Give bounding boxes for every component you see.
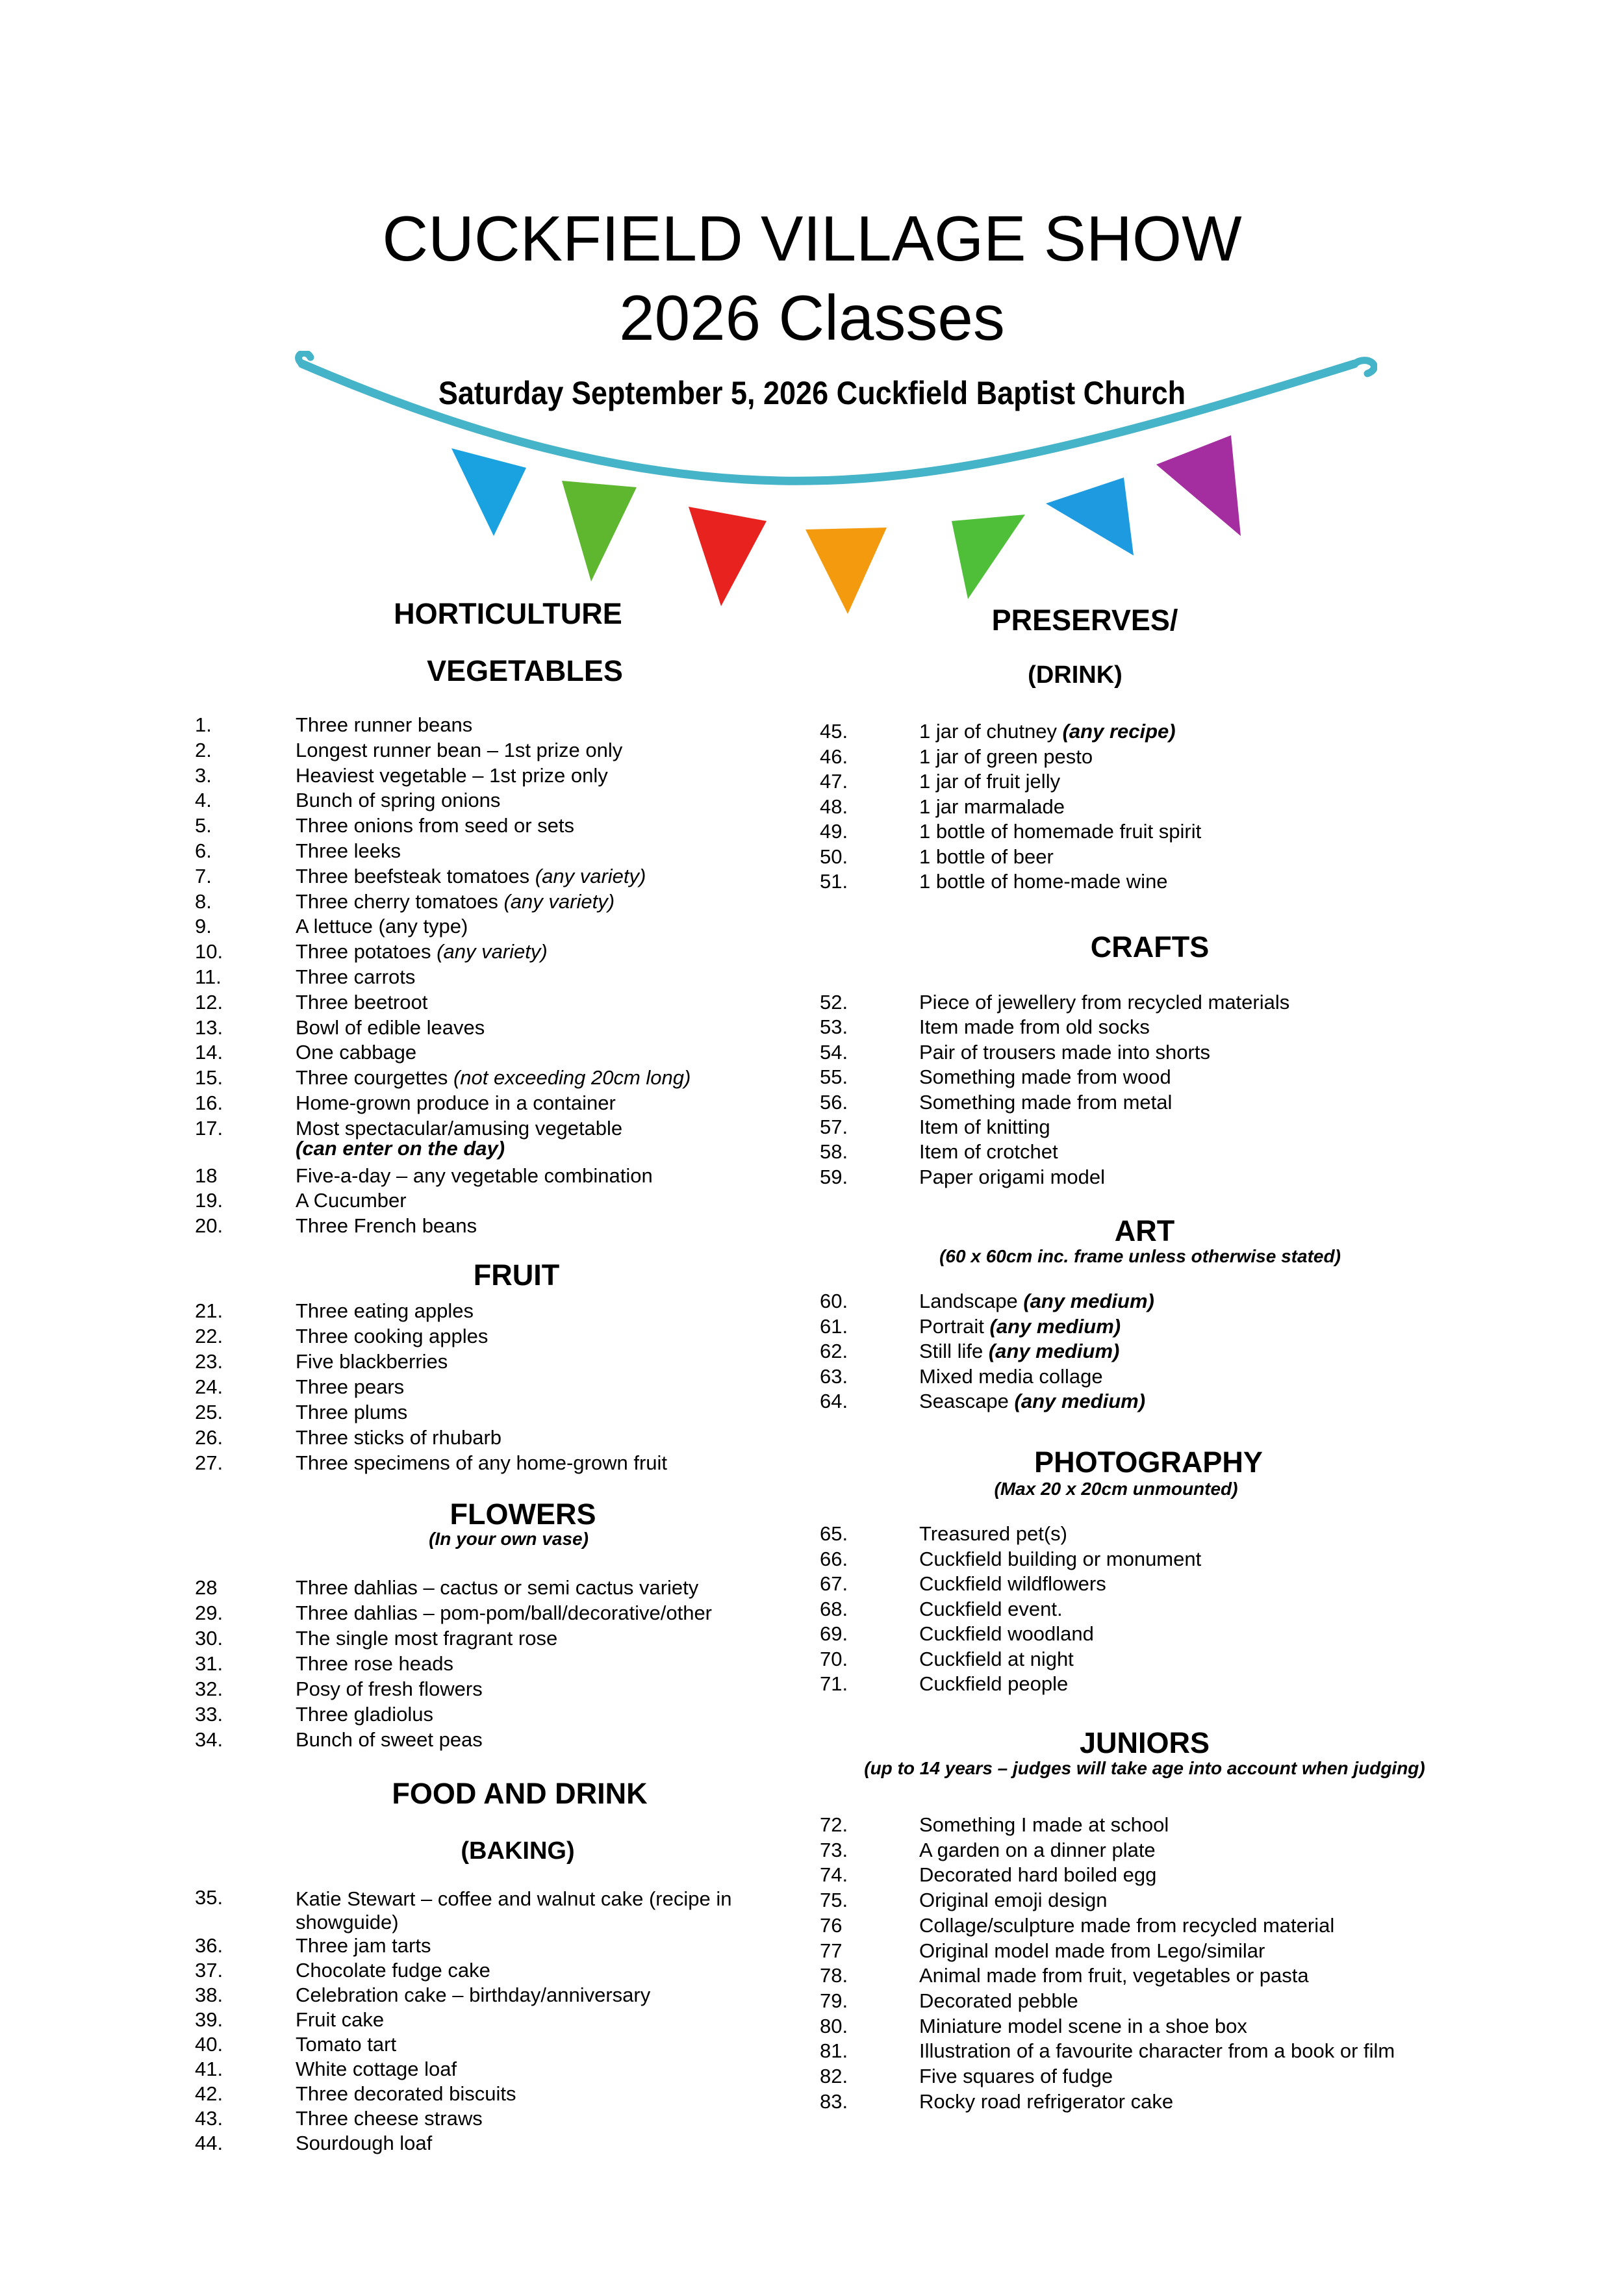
class-title-text: Three plums xyxy=(296,1401,408,1423)
class-number: 14. xyxy=(195,1041,223,1064)
class-title xyxy=(296,916,468,936)
class-number: 36. xyxy=(195,1934,223,1957)
class-title xyxy=(296,1190,407,1210)
class-number: 44. xyxy=(195,2132,223,2154)
class-title xyxy=(919,1017,1150,1037)
section-heading-vegetables: VEGETABLES xyxy=(427,654,623,687)
class-title-text: Five blackberries xyxy=(296,1350,448,1373)
class-number: 34. xyxy=(195,1728,223,1751)
class-title xyxy=(296,765,608,785)
class-note: (any variety) xyxy=(437,940,548,963)
class-title-text: Five squares of fudge xyxy=(919,2065,1113,2087)
class-title xyxy=(919,1840,1156,1860)
class-number: 48. xyxy=(820,795,848,818)
class-number: 39. xyxy=(195,2008,223,2031)
class-title xyxy=(919,1042,1210,1062)
class-title-text: Three jam tarts xyxy=(296,1934,431,1957)
class-title-text: Animal made from fruit, vegetables or pasta xyxy=(919,1964,1309,1987)
class-title-text: 1 bottle of homemade fruit spirit xyxy=(919,820,1202,843)
bunting-string-end xyxy=(1354,361,1374,374)
class-title xyxy=(296,1166,653,1186)
bunting-flag xyxy=(806,528,887,614)
class-title-text: Three pears xyxy=(296,1375,405,1398)
class-number: 21. xyxy=(195,1299,223,1322)
class-title xyxy=(296,1377,404,1397)
class-title-text: Original emoji design xyxy=(919,1889,1108,1912)
class-title-text: Cuckfield at night xyxy=(919,1647,1074,1670)
class-title-text: Three carrots xyxy=(296,965,416,988)
art-note: (60 x 60cm inc. frame unless otherwise stated) xyxy=(939,1246,1341,1266)
class-number: 73. xyxy=(820,1838,848,1861)
class-note: (not exceeding 20cm long) xyxy=(453,1066,691,1090)
class-title xyxy=(919,1316,1121,1336)
class-title xyxy=(919,1674,1068,1694)
class-title xyxy=(919,1092,1172,1112)
class-title xyxy=(919,1965,1309,1985)
class-title xyxy=(296,1326,488,1346)
class-title-text: Home-grown produce in a container xyxy=(296,1091,616,1114)
class-title-text: Seascape xyxy=(919,1390,1009,1412)
class-title xyxy=(296,841,401,861)
class-number: 58. xyxy=(820,1140,848,1164)
class-title-text: Miniature model scene in a shoe box xyxy=(919,2014,1247,2037)
class-title-text: A Cucumber xyxy=(296,1189,407,1212)
class-number: 19. xyxy=(195,1189,223,1212)
class-title-text: Chocolate fudge cake xyxy=(296,1959,490,1982)
class-title-text: Piece of jewellery from recycled materials xyxy=(919,991,1290,1014)
class-title xyxy=(919,1599,1063,1619)
class-title-text: Something made from wood xyxy=(919,1065,1171,1089)
class-number: 38. xyxy=(195,1983,223,2006)
class-number: 68. xyxy=(820,1597,848,1620)
class-title-text: Still life xyxy=(919,1340,983,1362)
class-title-text: Decorated pebble xyxy=(919,1989,1078,2012)
class-number: 33. xyxy=(195,1703,223,1726)
class-title-text: Something made from metal xyxy=(919,1090,1173,1114)
class-title xyxy=(296,992,427,1012)
class-number: 28 xyxy=(195,1576,218,1599)
class-title xyxy=(296,1653,453,1674)
class-title-text: Three French beans xyxy=(296,1214,477,1238)
class-title xyxy=(296,1887,770,1935)
section-heading-horticulture: HORTICULTURE xyxy=(394,597,622,630)
class-title xyxy=(919,1142,1058,1162)
class-title-text: Cuckfield people xyxy=(919,1672,1069,1695)
class-number: 52. xyxy=(820,991,848,1014)
class-number: 79. xyxy=(820,1989,848,2012)
class-title xyxy=(919,1865,1156,1885)
class-number: 35. xyxy=(195,1886,223,1909)
class-title xyxy=(919,771,1060,791)
class-number: 17. xyxy=(195,1116,223,1140)
class-number: 82. xyxy=(820,2065,848,2087)
class-number: 7. xyxy=(195,864,212,887)
class-number: 3. xyxy=(195,763,212,787)
section-heading-photography: PHOTOGRAPHY xyxy=(1034,1446,1263,1479)
class-number: 70. xyxy=(820,1647,848,1670)
class-title-text: Item made from old socks xyxy=(919,1015,1150,1039)
class-title-text: Decorated hard boiled egg xyxy=(919,1863,1157,1887)
class-title-text: Three specimens of any home-grown fruit xyxy=(296,1451,668,1474)
class-number: 47. xyxy=(820,770,848,793)
class-title-text: Sourdough loaf xyxy=(296,2132,433,2154)
class-number: 51. xyxy=(820,870,848,893)
section-heading-flowers: FLOWERS xyxy=(450,1498,596,1531)
class-title xyxy=(919,821,1201,841)
class-title xyxy=(919,721,1176,741)
class-title-text: Three onions from seed or sets xyxy=(296,814,575,837)
class-title-text: A lettuce (any type) xyxy=(296,915,468,938)
class-title xyxy=(919,1291,1154,1311)
class-title-text: Cuckfield building or monument xyxy=(919,1547,1202,1570)
class-title xyxy=(919,1915,1334,1935)
class-title-text: Three courgettes xyxy=(296,1066,448,1090)
class-title-text: Mixed media collage xyxy=(919,1364,1103,1388)
class-title xyxy=(296,1042,416,1062)
class-title xyxy=(296,2084,516,2104)
class-title-text: Three dahlias – cactus or semi cactus variety xyxy=(296,1576,699,1599)
class-title-text: Celebration cake – birthday/anniversary xyxy=(296,1983,651,2006)
class-title xyxy=(919,2066,1113,2086)
class-title-text: Bowl of edible leaves xyxy=(296,1015,485,1039)
class-title xyxy=(919,2016,1247,2036)
class-title-text: One cabbage xyxy=(296,1041,417,1064)
section-heading-art: ART xyxy=(1114,1214,1175,1247)
class-title xyxy=(919,1890,1107,1910)
class-title xyxy=(296,2034,396,2054)
class-title xyxy=(296,1679,483,1699)
class-title-text: Paper origami model xyxy=(919,1165,1106,1188)
class-number: 40. xyxy=(195,2033,223,2056)
class-title xyxy=(919,1117,1050,1137)
class-title xyxy=(919,746,1093,767)
class-title xyxy=(296,1935,431,1956)
section-heading-juniors: JUNIORS xyxy=(1079,1726,1210,1759)
class-title-text: Three potatoes xyxy=(296,940,431,963)
class-title xyxy=(919,1574,1106,1594)
class-title xyxy=(296,1628,557,1648)
class-title xyxy=(296,2108,483,2128)
class-title-text: Cuckfield woodland xyxy=(919,1622,1094,1645)
class-number: 57. xyxy=(820,1116,848,1138)
class-number: 83. xyxy=(820,2089,848,2113)
class-number: 20. xyxy=(195,1214,223,1238)
class-title xyxy=(919,1391,1145,1411)
event-date-venue: Saturday September 5, 2026 Cuckfield Baptist Church xyxy=(438,375,1186,411)
class-title-text: Katie Stewart – coffee and walnut cake (recipe in showguide) xyxy=(296,1887,732,1934)
class-number: 71. xyxy=(820,1672,848,1695)
class-title-text: Three cherry tomatoes xyxy=(296,889,498,913)
class-title xyxy=(296,1402,407,1422)
class-number: 50. xyxy=(820,845,848,868)
class-number: 43. xyxy=(195,2107,223,2130)
class-title xyxy=(296,1427,501,1448)
class-note: (any medium) xyxy=(1023,1290,1154,1312)
class-title-text: Three dahlias – pom-pom/ball/decorative/other xyxy=(296,1601,713,1624)
class-title xyxy=(296,1216,477,1236)
juniors-note: (up to 14 years – judges will take age into account when judging) xyxy=(864,1758,1425,1778)
class-title-text: Posy of fresh flowers xyxy=(296,1677,483,1700)
class-number: 80. xyxy=(820,2014,848,2037)
class-title-text: Three cheese straws xyxy=(296,2107,483,2130)
class-title-text: 1 jar of green pesto xyxy=(919,745,1093,768)
class-number: 55. xyxy=(820,1065,848,1089)
class-note: (any medium) xyxy=(988,1340,1120,1362)
class-note: (any medium) xyxy=(989,1314,1121,1338)
class-number: 24. xyxy=(195,1375,223,1398)
class-number: 25. xyxy=(195,1401,223,1423)
class-title-text: 1 jar of chutney xyxy=(919,720,1057,743)
class-number: 46. xyxy=(820,745,848,768)
bunting-illustration xyxy=(286,351,1377,624)
bunting-flag xyxy=(451,448,526,536)
class-number: 49. xyxy=(820,820,848,843)
class-number: 32. xyxy=(195,1677,223,1700)
class-title-text: Portrait xyxy=(919,1314,984,1338)
class-title-text: White cottage loaf xyxy=(296,2058,457,2080)
class-title-text: Cuckfield wildflowers xyxy=(919,1572,1106,1595)
class-title xyxy=(919,1624,1094,1644)
class-number: 8. xyxy=(195,889,212,913)
class-title xyxy=(919,1649,1074,1669)
class-title-text: Rocky road refrigerator cake xyxy=(919,2089,1174,2113)
class-title xyxy=(296,1603,712,1623)
class-number: 10. xyxy=(195,940,223,963)
class-title xyxy=(919,1067,1171,1087)
class-title xyxy=(919,992,1289,1012)
class-number: 69. xyxy=(820,1622,848,1645)
class-title xyxy=(919,1549,1201,1569)
bunting-flag xyxy=(952,515,1025,599)
class-number: 75. xyxy=(820,1889,848,1912)
class-title-text: Three cooking apples xyxy=(296,1325,488,1347)
class-number: 27. xyxy=(195,1451,223,1474)
class-title xyxy=(296,1985,650,2005)
class-title xyxy=(919,871,1168,891)
class-title xyxy=(919,2091,1173,2111)
class-title xyxy=(296,1729,483,1750)
page-title-year: 2026 Classes xyxy=(619,282,1005,353)
class-note: (any variety) xyxy=(503,889,615,913)
class-number: 4. xyxy=(195,789,212,812)
class-number: 12. xyxy=(195,990,223,1014)
section-heading-fruit: FRUIT xyxy=(473,1258,560,1292)
class-title xyxy=(296,1704,433,1724)
class-title xyxy=(296,1067,691,1088)
class-title xyxy=(296,1093,616,1113)
class-title-text: Three beefsteak tomatoes xyxy=(296,864,530,887)
class-title-text: Bunch of sweet peas xyxy=(296,1728,483,1751)
class-number: 65. xyxy=(820,1522,848,1545)
class-title-text: Illustration of a favourite character from a book or film xyxy=(919,2039,1395,2063)
class-title xyxy=(296,1351,448,1371)
class-title-text: Original model made from Lego/similar xyxy=(919,1939,1265,1962)
class-number: 9. xyxy=(195,915,212,938)
class-number: 74. xyxy=(820,1863,848,1887)
section-heading-baking: (BAKING) xyxy=(461,1837,575,1865)
class-title xyxy=(296,941,548,962)
class-number: 5. xyxy=(195,814,212,837)
class-title-text: 1 jar of fruit jelly xyxy=(919,770,1061,793)
class-title-text: 1 bottle of home-made wine xyxy=(919,870,1168,893)
class-title xyxy=(296,2133,432,2153)
class-title xyxy=(919,1167,1105,1187)
class-title-text: The single most fragrant rose xyxy=(296,1627,558,1650)
class-title-text: Item of knitting xyxy=(919,1116,1050,1138)
class-title-text: Three sticks of rhubarb xyxy=(296,1426,502,1449)
class-title xyxy=(296,815,574,835)
class-number: 67. xyxy=(820,1572,848,1595)
section-heading-food-and-drink: FOOD AND DRINK xyxy=(392,1777,648,1810)
class-number: 72. xyxy=(820,1813,848,1836)
class-title-text: Three gladiolus xyxy=(296,1703,433,1726)
class-title-text: Three beetroot xyxy=(296,990,428,1014)
class-number: 41. xyxy=(195,2058,223,2080)
class-title xyxy=(919,1815,1169,1835)
class-number: 6. xyxy=(195,839,212,862)
class-number: 56. xyxy=(820,1090,848,1114)
class-number: 63. xyxy=(820,1364,848,1388)
class-title-text: 1 jar marmalade xyxy=(919,795,1065,818)
class-number: 16. xyxy=(195,1091,223,1114)
bunting-flag xyxy=(562,481,637,581)
class-title xyxy=(296,1577,698,1598)
class-title-text: A garden on a dinner plate xyxy=(919,1838,1156,1861)
class-title-text: Tomato tart xyxy=(296,2033,397,2056)
class-title-text: Three rose heads xyxy=(296,1652,453,1675)
class-number: 26. xyxy=(195,1426,223,1449)
class-title xyxy=(296,866,646,886)
class-number: 1. xyxy=(195,713,212,736)
class-title-text: Longest runner bean – 1st prize only xyxy=(296,738,623,761)
class-title-text: Treasured pet(s) xyxy=(919,1522,1067,1545)
class-note: (any medium) xyxy=(1014,1390,1146,1412)
class-title-text: Item of crotchet xyxy=(919,1140,1058,1164)
class-number: 23. xyxy=(195,1350,223,1373)
class-number: 2. xyxy=(195,738,212,761)
class-title xyxy=(919,847,1054,867)
class-number: 42. xyxy=(195,2082,223,2105)
class-title-text: Three eating apples xyxy=(296,1299,474,1322)
page-title: CUCKFIELD VILLAGE SHOW xyxy=(382,203,1242,274)
class-number: 18 xyxy=(195,1164,218,1187)
class-title-text: Three leeks xyxy=(296,839,401,862)
class-number: 31. xyxy=(195,1652,223,1675)
class-title xyxy=(296,715,472,735)
class-note: (can enter on the day) xyxy=(296,1136,505,1160)
class-title-text: Pair of trousers made into shorts xyxy=(919,1040,1210,1064)
bunting-flag xyxy=(1046,478,1134,555)
class-title xyxy=(296,967,415,987)
class-title xyxy=(919,2041,1395,2061)
class-title xyxy=(296,2009,384,2030)
class-number: 64. xyxy=(820,1390,848,1412)
class-number: 81. xyxy=(820,2039,848,2063)
class-note: (any variety) xyxy=(535,864,646,887)
class-title-text: 1 bottle of beer xyxy=(919,845,1054,868)
class-title-text: Three runner beans xyxy=(296,713,473,736)
class-number: 37. xyxy=(195,1959,223,1982)
class-title xyxy=(919,1366,1103,1386)
flowers-note: (In your own vase) xyxy=(429,1529,589,1549)
class-title-text: Something I made at school xyxy=(919,1813,1169,1836)
section-heading-preserves: PRESERVES/ xyxy=(991,604,1178,637)
class-number: 66. xyxy=(820,1547,848,1570)
class-title xyxy=(296,1453,667,1473)
class-number: 59. xyxy=(820,1165,848,1188)
class-title xyxy=(919,797,1065,817)
class-number: 76 xyxy=(820,1913,843,1937)
class-number: 54. xyxy=(820,1040,848,1064)
class-number: 60. xyxy=(820,1290,848,1312)
class-title-text: Cuckfield event. xyxy=(919,1597,1063,1620)
class-title-text: Five-a-day – any vegetable combination xyxy=(296,1164,653,1187)
class-title-text: Most spectacular/amusing vegetable xyxy=(296,1116,623,1140)
class-title-text: Bunch of spring onions xyxy=(296,789,501,812)
class-number: 29. xyxy=(195,1601,223,1624)
class-number: 61. xyxy=(820,1314,848,1338)
section-heading-crafts: CRAFTS xyxy=(1090,930,1210,963)
bunting-flag xyxy=(689,507,767,606)
class-title xyxy=(919,1941,1265,1961)
photography-note: (Max 20 x 20cm unmounted) xyxy=(994,1479,1238,1499)
class-note: (any recipe) xyxy=(1062,720,1176,743)
class-title-text: Fruit cake xyxy=(296,2008,385,2031)
section-heading-drink: (DRINK) xyxy=(1028,661,1123,689)
bunting-flag xyxy=(1156,435,1241,536)
class-number: 15. xyxy=(195,1066,223,1090)
class-title-text: Landscape xyxy=(919,1290,1018,1312)
class-title xyxy=(919,1524,1067,1544)
class-number: 11. xyxy=(195,965,222,988)
class-title xyxy=(296,790,500,810)
class-title xyxy=(296,1118,622,1158)
class-number: 45. xyxy=(820,720,848,743)
class-title xyxy=(296,1301,474,1321)
class-title xyxy=(919,1341,1119,1361)
class-number: 78. xyxy=(820,1964,848,1987)
class-title xyxy=(296,891,615,912)
class-number: 22. xyxy=(195,1325,223,1347)
class-title xyxy=(296,2059,457,2079)
class-title-text: Heaviest vegetable – 1st prize only xyxy=(296,763,608,787)
class-number: 77 xyxy=(820,1939,843,1962)
class-number: 30. xyxy=(195,1627,223,1650)
class-title xyxy=(296,1017,485,1038)
class-title xyxy=(296,740,622,760)
class-title xyxy=(919,1991,1078,2011)
class-title xyxy=(296,1960,490,1980)
class-number: 53. xyxy=(820,1015,848,1039)
class-number: 13. xyxy=(195,1015,223,1039)
class-title-text: Collage/sculpture made from recycled material xyxy=(919,1913,1335,1937)
class-number: 62. xyxy=(820,1340,848,1362)
class-title-text: Three decorated biscuits xyxy=(296,2082,516,2105)
